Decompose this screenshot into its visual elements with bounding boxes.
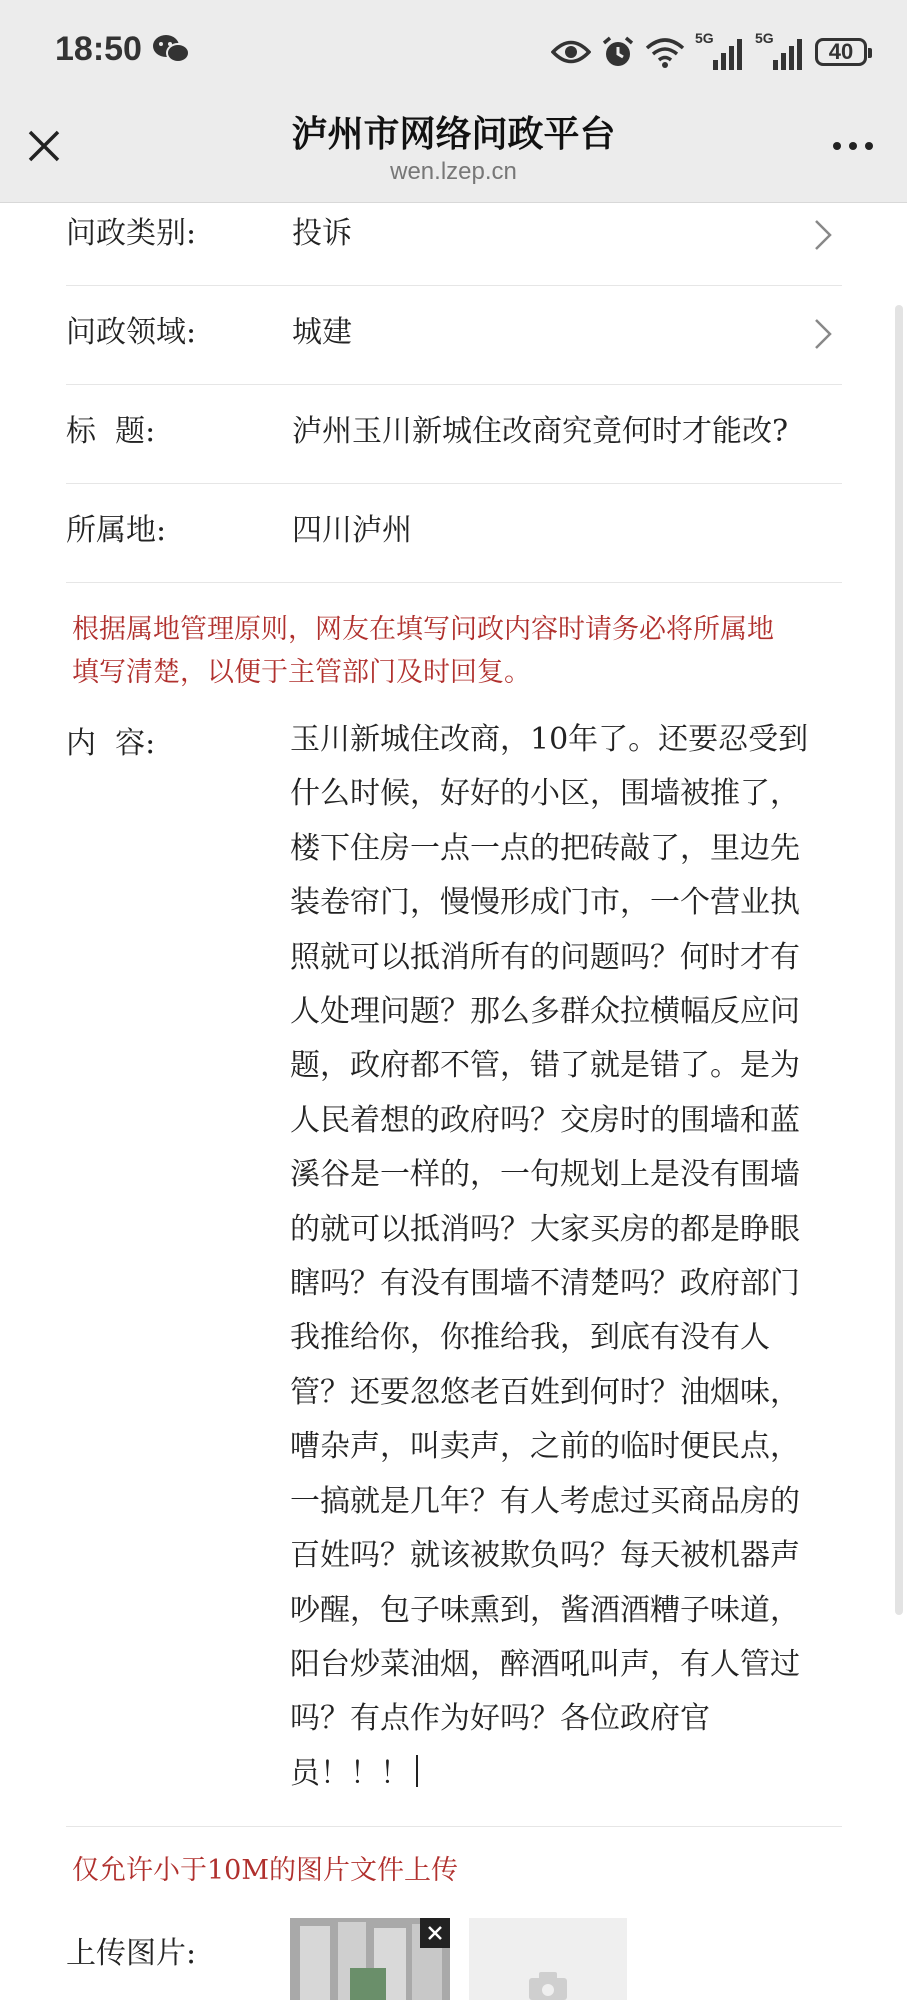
- content-line: 管？还要忽悠老百姓到何时？油烟味，: [290, 1374, 800, 1410]
- content-textarea[interactable]: [290, 713, 840, 1801]
- content-line: 题，政府都不管，错了就是错了。是为: [290, 1048, 800, 1084]
- chevron-right-icon: [814, 219, 832, 251]
- content-line: 我推给你，你推给我，到底有没有人: [290, 1320, 770, 1356]
- location-label: 所属地:: [66, 513, 167, 548]
- text-caret: [416, 1755, 418, 1787]
- location-field[interactable]: [66, 483, 842, 583]
- content-line: 吵醒，包子味熏到，酱酒酒糟子味道，: [290, 1592, 800, 1628]
- content-line: 嘈杂声，叫卖声，之前的临时便民点，: [290, 1429, 800, 1465]
- content-line-last: [290, 1747, 840, 1801]
- content-line: 员！！！: [290, 1755, 410, 1791]
- content-line: 的就可以抵消吗？大家买房的都是睁眼: [290, 1211, 800, 1247]
- content-line: 百姓吗？就该被欺负吗？每天被机器声: [290, 1538, 800, 1574]
- wechat-icon: [152, 34, 190, 64]
- content-line: 装卷帘门，慢慢形成门市，一个营业执: [290, 885, 800, 921]
- status-icons: [551, 30, 867, 74]
- notice-line: 填写清楚，以便于主管部门及时回复。: [72, 657, 531, 688]
- domain-select[interactable]: [66, 285, 842, 385]
- title-field[interactable]: [66, 384, 842, 484]
- content-line: 吗？有点作为好吗？各位政府官: [290, 1701, 710, 1737]
- scrollbar[interactable]: [895, 305, 903, 1615]
- page-title: 泸州市网络问政平台: [291, 114, 616, 155]
- content-line: 一搞就是几年？有人考虑过买商品房的: [290, 1483, 800, 1519]
- title-label: 标 题:: [66, 414, 156, 449]
- content-line: 阳台炒菜油烟，醉酒吼叫声，有人管过: [290, 1646, 800, 1682]
- network-label: 5G: [695, 30, 714, 46]
- alarm-icon: [601, 35, 635, 69]
- category-label: 问政类别:: [66, 216, 197, 251]
- domain-value: 城建: [292, 315, 352, 350]
- content-line: 溪谷是一样的，一句规划上是没有围墙: [290, 1157, 800, 1193]
- eye-icon: [551, 39, 591, 65]
- page-url: wen.lzep.cn: [390, 158, 517, 185]
- title-value: 泸州玉川新城住改商究竟何时才能改?: [292, 414, 789, 449]
- content-line: 楼下住房一点一点的把砖敲了，里边先: [290, 830, 800, 866]
- category-value: 投诉: [292, 216, 352, 251]
- signal-icon: [695, 32, 745, 72]
- add-image-button[interactable]: [469, 1918, 627, 2000]
- status-bar: [0, 0, 907, 106]
- notice-line: 根据属地管理原则，网友在填写问政内容时请务必将所属地: [72, 614, 774, 645]
- location-notice: [72, 608, 852, 694]
- uploaded-image-thumbnail[interactable]: [290, 1918, 450, 2000]
- upload-label: 上传图片:: [66, 1936, 197, 1971]
- wifi-icon: [645, 36, 685, 68]
- battery-level: 40: [828, 39, 854, 64]
- content-line: 人处理问题？那么多群众拉横幅反应问: [290, 994, 800, 1030]
- content-line: 人民着想的政府吗？交房时的围墙和蓝: [290, 1102, 800, 1138]
- chevron-right-icon: [814, 318, 832, 350]
- content-line: 照就可以抵消所有的问题吗？何时才有: [290, 939, 800, 975]
- network-label: 5G: [755, 30, 774, 46]
- content-label: 内 容:: [66, 726, 156, 761]
- divider: [66, 1826, 842, 1827]
- content-line: 什么时候，好好的小区，围墙被推了，: [290, 776, 800, 812]
- category-select[interactable]: [66, 186, 842, 286]
- delete-image-icon[interactable]: [420, 1918, 450, 1948]
- status-time: 18:50: [55, 30, 142, 68]
- camera-icon: [469, 1918, 627, 2000]
- domain-label: 问政领域:: [66, 315, 197, 350]
- signal-icon: [755, 32, 805, 72]
- location-value: 四川泸州: [292, 513, 412, 548]
- content-line: 瞎吗？有没有围墙不清楚吗？政府部门: [290, 1266, 800, 1302]
- upload-notice: 仅允许小于10M的图片文件上传: [72, 1855, 459, 1886]
- content-line: 玉川新城住改商，10年了。还要忍受到: [290, 722, 809, 757]
- battery-icon: [815, 38, 867, 66]
- more-icon[interactable]: [829, 134, 877, 158]
